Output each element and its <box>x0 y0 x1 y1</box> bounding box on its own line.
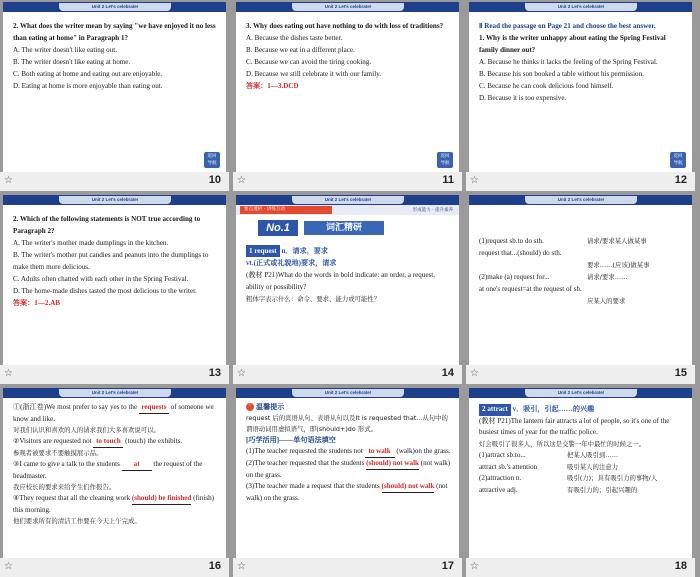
slide-topbar <box>236 195 459 205</box>
practice-title: [巧学活用]——单句语法填空 <box>246 436 336 444</box>
slide-number: 11 <box>442 174 454 186</box>
exercise-item <box>13 459 218 482</box>
item-text: (not walk) on the grass. <box>246 482 448 502</box>
unit-tag: Unit 2 Let's celebrate! <box>292 389 404 397</box>
phrase-en: (1)attract sb.to... <box>479 451 526 459</box>
phrase-en: (2)attraction n. <box>479 474 522 482</box>
phrase-row <box>479 295 684 307</box>
slide-content <box>13 20 218 92</box>
phrase-cn: 请求/要求…… <box>587 273 628 281</box>
word-line <box>479 404 684 416</box>
option-a: A. Because he thinks it lacks the feeling of the Spring Festival. <box>479 58 658 66</box>
phrase-cn: 吸引(力)；具有吸引力的事物/人 <box>567 474 658 482</box>
item-text: (2)The teacher requested that the students <box>246 459 367 467</box>
return-nav-button[interactable]: 返回 导航 <box>437 152 453 168</box>
slide-thumbnail-16[interactable] <box>0 386 226 577</box>
tip-title: 温馨提示 <box>256 403 285 411</box>
unit-tag: Unit 2 Let's celebrate! <box>59 3 171 11</box>
option-d: D. Eating at home is more enjoyable than eating out. <box>13 82 163 90</box>
question: 2. Which of the following statements is NOT true according to Paragraph 2? <box>13 215 201 235</box>
item-text: ①(浙江卷)We most prefer to say yes to the <box>13 403 139 411</box>
word-label: 1 request <box>246 245 280 257</box>
item-text: (not walk) on the grass. <box>246 459 451 479</box>
exercise-item <box>13 493 218 516</box>
slide-thumbnail-10[interactable] <box>0 0 226 191</box>
phrase-row <box>479 485 684 497</box>
item-translation: 对我们认识和喜欢的人的请求我们大多喜欢说可以。 <box>13 426 160 434</box>
option-b: B. The writer's mother put candies and peanuts into the dumplings to make them more delicious. <box>13 251 209 271</box>
slide-content <box>246 20 451 92</box>
section-pill: 要点透析 · 讲练互动 <box>240 206 332 214</box>
option-d: D. Because we still celebrate it with our family. <box>246 70 382 78</box>
slide-topbar <box>469 388 692 398</box>
phrase-row <box>479 271 684 283</box>
slide-content <box>479 235 684 307</box>
section-heading: Ⅱ Read the passage on Page 21 and choose the best answer. <box>479 22 656 30</box>
phrase-en: (2)make (a) request for... <box>479 273 550 281</box>
star-icon[interactable]: ☆ <box>4 175 13 186</box>
option-c: C. Adults often chatted with each other in the Spring Festival. <box>13 275 189 283</box>
slide-number: 14 <box>441 367 454 379</box>
phrase-cn: 请求/要求某人做某事 <box>587 237 647 245</box>
slide-topbar <box>469 2 692 12</box>
slide-canvas <box>469 2 692 172</box>
slide-topbar <box>3 388 226 398</box>
return-nav-button[interactable]: 返回 导航 <box>670 152 686 168</box>
phrase-en: request that...(should) do sth. <box>479 249 562 257</box>
unit-tag: Unit 2 Let's celebrate! <box>59 196 171 204</box>
phrase-row <box>479 462 684 474</box>
slide-footer <box>233 558 462 577</box>
slide-content <box>246 245 451 305</box>
slide-canvas <box>469 195 692 365</box>
exercise-item <box>246 458 451 481</box>
slide-content <box>246 402 451 504</box>
option-c: C. Because he can cook delicious food himself. <box>479 82 614 90</box>
slide-canvas <box>469 388 692 558</box>
item-text: (1)The teacher requested the students not <box>246 447 365 455</box>
slide-canvas <box>236 388 459 558</box>
number-badge: No.1 <box>258 220 298 236</box>
item-answer: to touch <box>93 436 123 448</box>
phrase-row <box>479 283 684 295</box>
slide-number: 17 <box>441 560 454 572</box>
star-icon[interactable]: ☆ <box>470 175 479 186</box>
question: 1. Why is the writer unhappy about eating the Spring Festival family dinner out? <box>479 34 666 54</box>
word-line <box>246 245 451 257</box>
item-text: the request of the headmaster. <box>13 460 203 480</box>
unit-tag: Unit 2 Let's celebrate! <box>292 196 404 204</box>
item-translation: 参观者被要求不要触摸展示品。 <box>13 449 103 457</box>
option-d: D. The home-made dishes tasted the most delicious to the writer. <box>13 287 197 295</box>
option-c: C. Both eating at home and eating out are enjoyable. <box>13 70 163 78</box>
slide-number: 13 <box>208 367 221 379</box>
slide-content <box>479 404 684 496</box>
sub-definition: vt.(正式或礼貌地)要求，请求 <box>246 259 337 267</box>
item-translation: 我应校长的要求来给学生们作报告。 <box>13 483 116 491</box>
slide-canvas <box>3 388 226 558</box>
slide-content <box>479 20 684 104</box>
phrase-en: attract sb.'s attention <box>479 462 538 471</box>
item-answer: at <box>122 459 152 471</box>
word-definition: v．吸引，引起……的兴趣 <box>512 405 595 413</box>
slide-thumbnail-18[interactable] <box>466 386 692 577</box>
slide-topbar <box>469 195 692 205</box>
item-text: of someone we know and like. <box>13 403 214 423</box>
option-a: A. The writer's mother made dumplings in the kitchen. <box>13 239 169 247</box>
slide-footer <box>233 172 462 191</box>
star-icon[interactable]: ☆ <box>237 368 246 379</box>
phrase-en: at one's request=at the request of sb. <box>479 285 582 293</box>
star-icon[interactable]: ☆ <box>4 561 13 572</box>
slide-content <box>13 402 218 527</box>
item-translation: 他们要求所有的清洁工作要在今天上午完成。 <box>13 517 141 525</box>
phrase-row <box>479 235 684 247</box>
option-a: A. The writer doesn't like eating out. <box>13 46 117 54</box>
unit-tag: Unit 2 Let's celebrate! <box>525 196 637 204</box>
tip-icon: ! <box>246 403 254 411</box>
phrase-row <box>479 259 684 271</box>
slide-footer <box>466 558 695 577</box>
tip-text: request 后的宾语从句、表语从句以及It is requested that...从句中的谓语动词用虚拟语气，即(should+)do 形式。 <box>246 414 448 433</box>
exercise-item <box>13 402 218 425</box>
slide-canvas <box>3 195 226 365</box>
slide-footer <box>0 558 229 577</box>
option-b: B. Because we eat in a different place. <box>246 46 355 54</box>
option-d: D. Because it is too expensive. <box>479 94 567 102</box>
phrase-cn: 应某人的要求 <box>587 297 626 305</box>
item-text: ③I came to give a talk to the students <box>13 460 122 468</box>
slide-topbar <box>3 195 226 205</box>
slide-footer <box>233 365 462 384</box>
tip-heading <box>246 402 451 413</box>
phrase-en <box>479 259 587 271</box>
star-icon[interactable]: ☆ <box>237 175 246 186</box>
item-text: ②Visitors are requested not <box>13 437 94 445</box>
slide-topbar <box>236 388 459 398</box>
item-text: (3)The teacher made a request that the students <box>246 482 382 490</box>
slide-number: 10 <box>208 174 221 186</box>
slide-footer <box>466 365 695 384</box>
slide-footer <box>0 172 229 191</box>
item-answer: to walk <box>365 446 395 458</box>
item-answer: (should) not walk <box>366 458 419 470</box>
phrase-cn: 吸引某人的注意力 <box>567 462 619 471</box>
slide-thumbnail-11[interactable] <box>233 0 459 191</box>
question: 3. Why does eating out have nothing to do with loss of traditions? <box>246 22 444 30</box>
item-text: (finish) this morning. <box>13 494 215 514</box>
item-answer: requests <box>139 402 169 414</box>
slide-content <box>13 213 218 309</box>
slide-footer <box>466 172 695 191</box>
option-a: A. Because the dishes taste better. <box>246 34 343 42</box>
slide-thumbnail-12[interactable] <box>466 0 692 191</box>
band-right-text: 形成能力 · 提升素养 <box>412 208 453 213</box>
slide-number: 12 <box>674 174 687 186</box>
slide-thumbnail-17[interactable] <box>233 386 459 577</box>
word-definition: n．请求，要求 <box>281 247 328 255</box>
option-b: B. Because his son booked a table without his permission. <box>479 70 644 78</box>
star-icon[interactable]: ☆ <box>470 368 479 379</box>
unit-tag: Unit 2 Let's celebrate! <box>525 389 637 397</box>
slide-topbar <box>3 2 226 12</box>
question: 2. What does the writer mean by saying "we have enjoyed it no less than eating at home" in Paragraph 1? <box>13 22 216 42</box>
example-translation: 灯会吸引了很多人，所以这是交警一年中最忙的时候之一。 <box>479 439 646 448</box>
answer: 答案：1—2.AB <box>13 299 61 307</box>
star-icon[interactable]: ☆ <box>470 561 479 572</box>
slide-number: 18 <box>674 560 687 572</box>
slide-footer <box>0 365 229 384</box>
exercise-item <box>246 446 451 458</box>
phrase-row <box>479 473 684 485</box>
star-icon[interactable]: ☆ <box>4 368 13 379</box>
answer: 答案：1—3.DCD <box>246 82 299 90</box>
phrase-en: attractive adj. <box>479 485 518 494</box>
exercise-item <box>246 481 451 504</box>
slide-thumbnail-15[interactable] <box>466 193 692 384</box>
option-c: C. Because we can avoid the tiring cooking. <box>246 58 372 66</box>
phrase-cn: 要求……(应该)做某事 <box>587 261 650 269</box>
phrase-row <box>479 450 684 462</box>
slide-number: 16 <box>208 560 221 572</box>
slide-canvas <box>3 2 226 172</box>
return-nav-button[interactable]: 返回 导航 <box>204 152 220 168</box>
star-icon[interactable]: ☆ <box>237 561 246 572</box>
item-answer: (should) be finished <box>132 493 192 505</box>
textbook-example: (教材 P21)The lantern fair attracts a lot of people, so it's one of the busiest times of year for the traffic police. <box>479 416 670 436</box>
slide-thumbnail-13[interactable] <box>0 193 226 384</box>
slide-number: 15 <box>674 367 687 379</box>
unit-tag: Unit 2 Let's celebrate! <box>292 3 404 11</box>
word-label: 2 attract <box>479 404 511 416</box>
textbook-example: (教材 P21)What do the words in bold indicate: an order, a request, ability or possibility? <box>246 271 436 291</box>
item-answer: (should) not walk <box>382 481 435 493</box>
unit-tag: Unit 2 Let's celebrate! <box>525 3 637 11</box>
item-text: (walk)on the grass. <box>394 447 451 455</box>
badge-title: 词汇精研 <box>304 221 384 235</box>
example-translation: 粗体字表示什么：命令、要求、能力或可能性？ <box>246 295 381 303</box>
phrase-row <box>479 247 684 259</box>
phrase-cn: 有吸引力的；引起兴趣的 <box>567 485 638 494</box>
item-text: (touch) the exhibits. <box>123 437 183 445</box>
slide-canvas <box>236 195 459 365</box>
item-text: ④They request that all the cleaning work <box>13 494 132 502</box>
exercise-item <box>13 436 218 448</box>
phrase-en: (1)request sb.to do sth. <box>479 237 544 245</box>
slide-topbar <box>236 2 459 12</box>
slide-canvas <box>236 2 459 172</box>
phrase-cn: 把某人吸引到…… <box>567 451 619 459</box>
slide-thumbnail-14[interactable] <box>233 193 459 384</box>
option-b: B. The writer doesn't like eating at home. <box>13 58 131 66</box>
unit-tag: Unit 2 Let's celebrate! <box>59 389 171 397</box>
